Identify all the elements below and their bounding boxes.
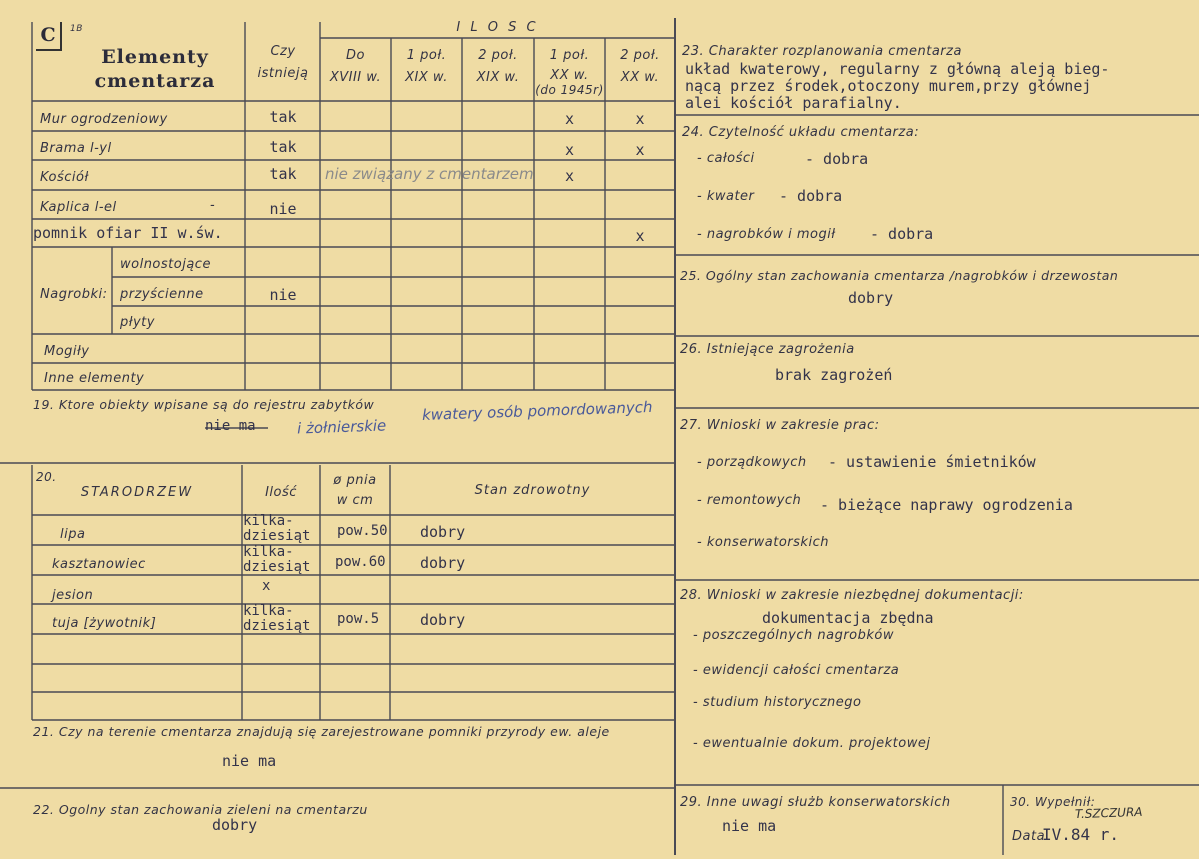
row-label-inne: Inne elementy bbox=[44, 371, 145, 386]
elements-title-line2: cmentarza bbox=[94, 70, 216, 92]
nagrobki-przyscienne: przyścienne bbox=[120, 287, 204, 302]
row-label-mogily: Mogiły bbox=[44, 344, 90, 359]
q24-item2-val: - dobra bbox=[779, 187, 843, 205]
section-sub: 1B bbox=[70, 24, 83, 34]
row-label-kaplica: Kaplica l-el bbox=[40, 200, 117, 215]
q24-item3-key: - nagrobków i mogił bbox=[697, 227, 836, 242]
row-mark-mur-4: x bbox=[564, 110, 575, 128]
row-label-kosciol: Kościół bbox=[40, 170, 89, 185]
q29-answer: nie ma bbox=[722, 817, 777, 835]
q25-label: 25. Ogólny stan zachowania cmentarza /nagrobków i drzewostan bbox=[680, 268, 1119, 283]
tree-name-tuja: tuja [żywotnik] bbox=[52, 616, 157, 631]
tree-stan-lipa: dobry bbox=[420, 523, 466, 541]
tree-name-kasztanowiec: kasztanowiec bbox=[52, 557, 146, 572]
tree-pien-lipa: pow.50 bbox=[337, 523, 388, 539]
q28-answer: dokumentacja zbędna bbox=[762, 609, 934, 627]
tree-qty1-lipa: kilka- bbox=[243, 513, 294, 529]
period-5-l1: 2 poł. bbox=[620, 48, 660, 63]
q25-answer: dobry bbox=[848, 289, 894, 307]
q26-answer: brak zagrożeń bbox=[775, 366, 893, 384]
col-czy: Czy bbox=[270, 44, 296, 59]
nagrobki-plyty: płyty bbox=[120, 315, 155, 330]
row-mark-brama-4: x bbox=[564, 141, 575, 159]
row-exists-kaplica: nie bbox=[269, 200, 297, 218]
period-1-l1: Do bbox=[346, 48, 365, 63]
q28-item3: - studium historycznego bbox=[693, 695, 862, 710]
tree-name-lipa: lipa bbox=[60, 527, 86, 542]
q24-label: 24. Czytelność układu cmentarza: bbox=[682, 125, 920, 140]
q27-item3-key: - konserwatorskich bbox=[697, 535, 829, 550]
q23-line1: układ kwaterowy, regularny z główną aleją bieg- bbox=[685, 60, 1110, 78]
period-2-l2: XIX w. bbox=[405, 70, 448, 85]
elements-title-line1: Elementy bbox=[101, 46, 209, 68]
row-mark-mur-5: x bbox=[635, 110, 645, 128]
tree-stan-tuja: dobry bbox=[420, 611, 466, 629]
q22-label: 22. Ogolny stan zachowania zieleni na cmentarzu bbox=[33, 802, 368, 817]
row-exists-brama: tak bbox=[269, 138, 297, 156]
tree-qty1-kasztanowiec: kilka- bbox=[243, 544, 294, 560]
q23-label: 23. Charakter rozplanowania cmentarza bbox=[682, 44, 962, 59]
q30-data-label: Data bbox=[1012, 829, 1046, 844]
q22-answer: dobry bbox=[212, 816, 258, 834]
q27-item1-key: - porządkowych bbox=[697, 455, 807, 470]
q21-label: 21. Czy na terenie cmentarza znajdują się zarejestrowane pomniki przyrody ew. aleje bbox=[33, 724, 610, 739]
q23-line3: alei kościół parafialny. bbox=[685, 94, 902, 112]
q27-item2-val: - bieżące naprawy ogrodzenia bbox=[820, 496, 1073, 514]
row-mark-pomnik-5: x bbox=[635, 227, 645, 245]
period-1-l2: XVIII w. bbox=[329, 70, 382, 85]
row-mark-brama-5: x bbox=[635, 141, 645, 159]
period-3-l1: 2 poł. bbox=[478, 48, 518, 63]
q21-answer: nie ma bbox=[222, 752, 277, 770]
q24-item2-key: - kwater bbox=[697, 189, 755, 204]
q28-item2: - ewidencji całości cmentarza bbox=[693, 663, 900, 678]
tree-stan-kasztanowiec: dobry bbox=[420, 554, 466, 572]
q20-col-pnia-1: ø pnia bbox=[333, 473, 377, 488]
q20-col-ilosc: Ilość bbox=[265, 485, 297, 500]
row-exists-mur: tak bbox=[269, 108, 297, 126]
ilosc-header: I L O S C bbox=[456, 20, 539, 35]
section-letter: C bbox=[36, 22, 62, 51]
q28-label: 28. Wnioski w zakresie niezbędnej dokumentacji: bbox=[680, 588, 1024, 603]
period-4-l2: XX w. bbox=[550, 68, 589, 83]
period-2-l1: 1 poł. bbox=[406, 48, 447, 63]
q19-label: 19. Ktore obiekty wpisane są do rejestru zabytków bbox=[33, 397, 375, 412]
row-label-pomnik: pomnik ofiar II w.św. bbox=[33, 224, 223, 242]
q28-item1: - poszczególnych nagrobków bbox=[693, 628, 894, 643]
nagrobki-wolnostojace: wolnostojące bbox=[120, 257, 211, 272]
q20-col-pnia-2: w cm bbox=[336, 493, 374, 508]
col-istnieja: istnieją bbox=[257, 66, 309, 81]
q24-item1-val: - dobra bbox=[805, 150, 869, 168]
nagrobki-przyscienne-exists: nie bbox=[269, 286, 297, 304]
q28-item4: - ewentualnie dokum. projektowej bbox=[693, 736, 931, 751]
q19-handwriting-1: kwatery osób pomordowanych bbox=[421, 397, 653, 425]
row-label-brama: Brama l-yl bbox=[40, 141, 112, 156]
row-dash-kaplica: - bbox=[210, 198, 216, 213]
q27-item2-key: - remontowych bbox=[697, 493, 802, 508]
row-label-mur: Mur ogrodzeniowy bbox=[40, 112, 168, 127]
q20-col-starodrzew: STARODRZEW bbox=[80, 485, 194, 500]
period-4-l1: 1 poł. bbox=[549, 48, 590, 63]
q24-item3-val: - dobra bbox=[870, 225, 934, 243]
q20-col-stan: Stan zdrowotny bbox=[474, 483, 591, 498]
tree-qty2-tuja: dziesiąt bbox=[243, 618, 311, 634]
q30-signature: T.SZCZURA bbox=[1074, 804, 1143, 822]
q24-item1-key: - całości bbox=[697, 151, 755, 166]
tree-pien-kasztanowiec: pow.60 bbox=[335, 554, 386, 570]
q23-line2: nącą przez środek,otoczony murem,przy głównej bbox=[685, 77, 1092, 95]
period-4-l3: (do 1945r) bbox=[535, 83, 604, 97]
period-5-l2: XX w. bbox=[620, 70, 660, 85]
tree-qty2-lipa: dziesiąt bbox=[243, 528, 311, 544]
q19-handwriting-2: i żołnierskie bbox=[296, 416, 387, 438]
tree-qty1-tuja: kilka- bbox=[243, 603, 294, 619]
q27-label: 27. Wnioski w zakresie prac: bbox=[680, 418, 880, 433]
row-mark-kosciol-4: x bbox=[564, 167, 575, 185]
q30-label: 30. Wypełnił: bbox=[1010, 795, 1096, 809]
tree-name-jesion: jesion bbox=[52, 588, 94, 603]
q29-label: 29. Inne uwagi służb konserwatorskich bbox=[680, 795, 951, 810]
q26-label: 26. Istniejące zagrożenia bbox=[680, 342, 855, 357]
tree-pien-tuja: pow.5 bbox=[337, 611, 380, 627]
kosciol-note: nie związany z cmentarzem bbox=[325, 165, 534, 183]
q20-num: 20. bbox=[36, 470, 57, 484]
q30-data-value: IV.84 r. bbox=[1042, 825, 1120, 844]
tree-qty1-jesion: x bbox=[262, 578, 271, 594]
row-exists-kosciol: tak bbox=[269, 165, 297, 183]
tree-qty2-kasztanowiec: dziesiąt bbox=[243, 559, 311, 575]
q19-struck: nie ma bbox=[205, 418, 256, 434]
nagrobki-label: Nagrobki: bbox=[40, 287, 108, 302]
q27-item1-val: - ustawienie śmietników bbox=[828, 453, 1036, 471]
period-3-l2: XIX w. bbox=[476, 70, 520, 85]
